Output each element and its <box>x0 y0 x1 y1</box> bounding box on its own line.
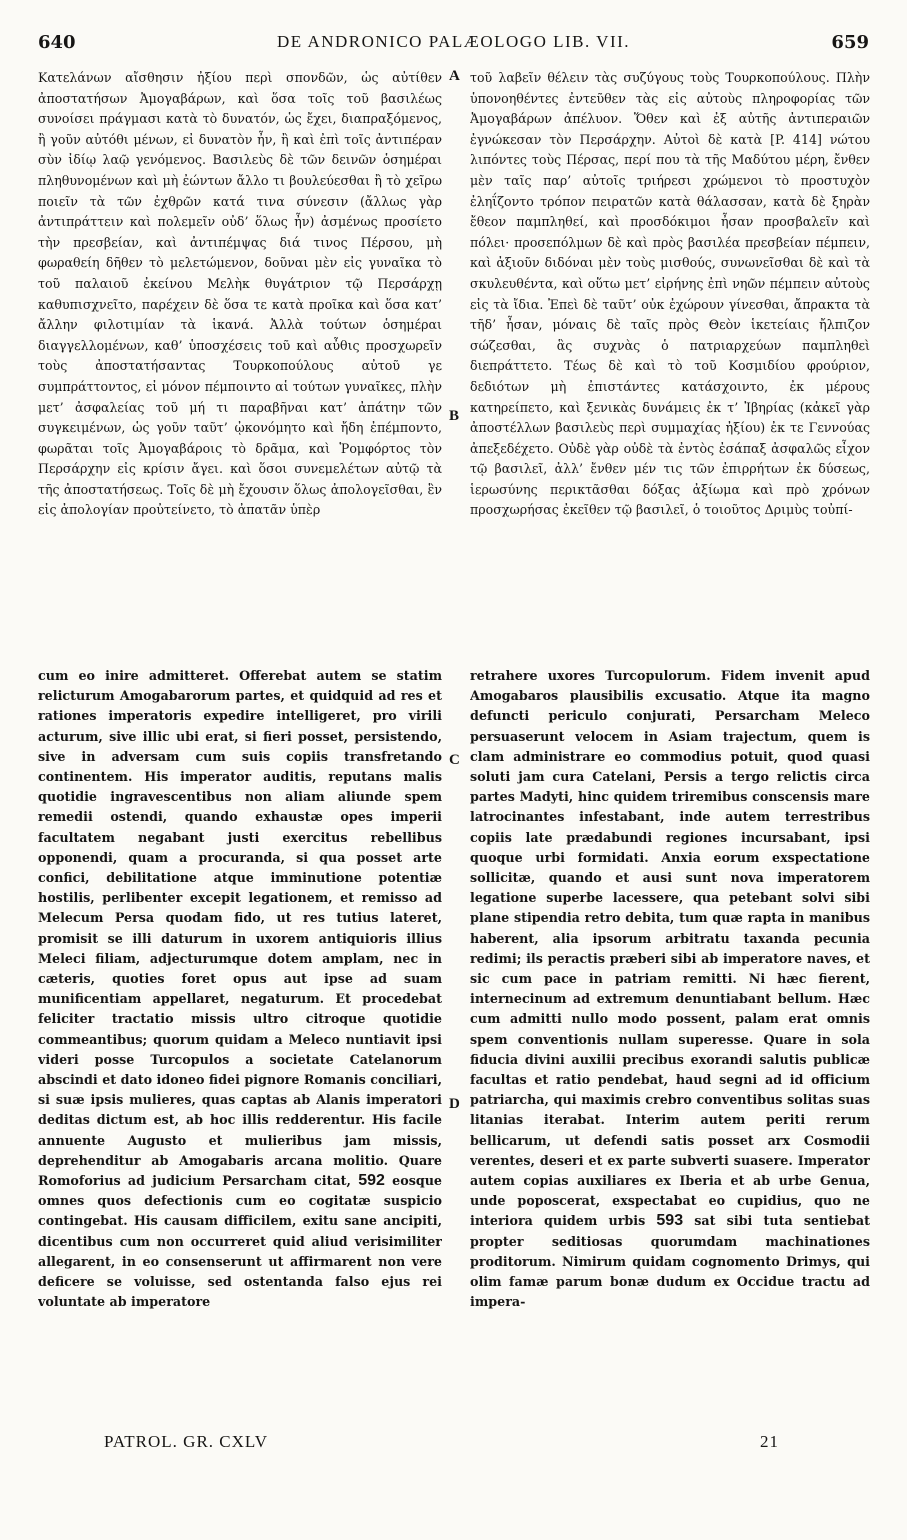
column-number-right: 593 <box>656 1212 684 1230</box>
latin-text-right-part1: retrahere uxores Turcopulorum. Fidem invenit apud Amogabaros plausibilis excusatio. Atque ita magno defuncti periculo conjurati, Persarcham Meleco persuaserunt velocem in Asiam trajectum, quem is clam administrare eo commodius potuit, quod quasi soluti jam cura Catelani, Persis a tergo relictis circa partes Madyti, hinc quidem triremibus conscensis mare latrocinantes infestabant, inde autem terrestribus copiis late prædabundi regiones incursabant, ipsi quoque urbi formidati. Anxia eorum exspectatione sollicitæ, quando et ausi sunt nova imperatorem legatione superbe lacessere, qua petebant solvi sibi plane stipendia retro debita, tum quæ rapta in manibus haberent, alia ipsorum arbitratu taxanda pecunia redimi; ils peractis præberi sibi ab imperatore naves, et sic cum pace in patriam remitti. Ni hæc fierent, internecinum ad extremum denuntiabant bellum. Hæc cum admitti nullo modo possent, palam erat omnis spem conventionis nullam superesse. Quare in sola fiducia divini auxilii precibus exorandi salutis publicæ facultas et ratio pendebat, haud segni ad id officium patriarcha, qui maximis crebro conventibus solitas suas litanias iterabat. Interim autem periti rerum bellicarum, ut defendi satis posset arx Cosmodii verentes, deseri et ex parte subverti suasere. Imperator autem copias auxiliares ex Iberia et ab urbe Genua, unde poposcerat, exspectabat eo cupidius, quo ne interiora quidem urbis <box>470 668 870 1229</box>
running-title: DE ANDRONICO PALÆOLOGO LIB. VII. <box>276 32 631 51</box>
latin-column-right <box>470 666 870 1454</box>
margin-marker-b: B <box>449 408 460 424</box>
column-number-left: 592 <box>358 1172 385 1190</box>
page-header <box>38 32 869 58</box>
margin-marker-a: A <box>449 68 460 84</box>
latin-text-right-part2: sat sibi tuta sentiebat propter seditiosas quorumdam machinationes proditorum. Nimirum quidam cognomento Drimys, qui olim famæ parum bonæ dudum ex Occidue tractu ad impera- <box>470 1213 870 1310</box>
latin-text-left-part1: cum eo inire admitteret. Offerebat autem se statim relicturum Amogabarorum partes, et quidquid ad res et rationes imperatoris expedire intelligeret, pro virili acturum, sive illic ubi erat, si fieri posset, persistendo, sive in adversam cum suis copiis transfretando continentem. His imperator auditis, reputans malis quotidie ingravescentibus non aliam aliunde spem remedii ostendi, quando exhaustæ opes imperii facultatem negabant justi exercitus rebellibus opponendi, quam a procuranda, si qua posset arte confici, debilitatione atque imminutione potentiæ hostilis, perlibenter excepit legationem, et remisso ad Melecum Persa quodam fido, ut res tutius lateret, promisit se illi daturum in uxorem antiquioris illius Meleci filiam, adjecturumque dotem amplam, nec in cæteris, quoties foret opus aut ipse ad suam munificentiam appellaret, negaturum. Et procedebat feliciter tractatio missis ultro citroque quotidie commeantibus; quorum quidam a Meleco nuntiavit ipsi videri posse Turcopulos a societate Catelanorum abscindi et dato idoneo fidei pignore Romanis conciliari, si suæ ipsis mulieres, quas captas ab Alanis imperatori deditas dictum est, ab hoc illis redderentur. His facile annuente Augusto et mulieribus jam missis, deprehenditur ab Amogabaris arcana molitio. Quare Romoforius ad judicium Persarcham citat, <box>38 668 442 1189</box>
greek-text-right: τοῦ λαβεῖν θέλειν τὰς συζύγους τοὺς Τουρκοπούλους. Πλὴν ὑπονοηθέντες ἐντεῦθεν τὰς εἰς αὐτοὺς πληροφορίας τῶν Ἀμογαβάρων ἀπέλυον. Ὅθεν καὶ ἐξ αὐτῆς ἀντιπεραιῶν ἐγνώκεσαν τὸν Περσάρχην. Αὐτοὶ δὲ κατὰ [P. 414] νώτου λιπόντες τοὺς Πέρσας, περί που τὰ τῆς Μαδύτου μέρη, ἔνθεν μὲν ταῖς παρ’ αὐτοῖς τριήρεσι χρώμενοι τὸ προστυχὸν ἐληΐζοντο τρόπον πειρατῶν κατὰ θάλασσαν, κατὰ δὲ ξηρὰν ἔθεον παμπληθεί, καὶ προσδόκιμοι ἦσαν προσβαλεῖν καὶ πόλει· προσεπόλμων δὲ καὶ πρὸς βασιλέα πρεσβείαν πέμπειν, καὶ ἀξιοῦν διδόναι μὲν τοὺς μισθούς, συνωνεῖσθαι δὲ καὶ τὰ σκυλευθέντα, καὶ οὕτω μετ’ εἰρήνης ἐπὶ νηῶν πέμπειν αὐτοὺς εἰς τὰ ἴδια. Ἐπεὶ δὲ ταῦτ’ οὐκ ἐχώρουν γίνεσθαι, ἄπρακτα τὰ τῆδ’ ἦσαν, μόναις δὲ ταῖς πρὸς Θεὸν ἱκετείαις ἤλπιζον σώζεσθαι, ἃς συχνὰς ὁ πατριαρχεύων παμπληθεὶ διεπράττετο. Τέως δὲ καὶ τὸ τοῦ Κοσμιδίου φρούριον, δεδιότων μὴ ἐπιστάντες κατάσχοιντο, ἐκ μέρους κατηρείπετο, καὶ ξενικὰς δυνάμεις ἐκ τ’ Ἰβηρίας (κἀκεῖ γὰρ ἀποστέλλων βασιλεὺς περὶ συμμαχίας ἠξίου) ἐκ τε Γεννούας ἀπεξεδέχετο. Οὐδὲ γὰρ οὐδὲ τὰ ἐντὸς ἐσάπαξ ἀσφαλῶς εἶχον τῷ βασιλεῖ, ἀλλ’ ἔνθεν μέν τις τῶν ἐπιρρήτων ἐκ δύσεως, ἱερωσύνης περικτᾶσθαι δόξας ἀξίωμα καὶ πρὸ χρόνων προσχωρήσας ἐκεῖθεν τῷ βασιλεῖ, ὁ τοιοῦτος Δριμὺς τοὐπί- <box>470 70 870 518</box>
margin-marker-d: D <box>449 1096 460 1112</box>
footer-series-label: PATROL. GR. CXLV <box>104 1432 269 1451</box>
latin-text-left-part2: eosque omnes quos defectionis cum eo cogitatæ suspicio contingebat. His causam difficilem, exitu sane ancipiti, dicentibus cum non occurreret quid aliud verisimiliter allegarent, in eo consenserunt ut affirmarent non vere deficere se voluisse, sed ostentanda falso ejus rei voluntate ab imperatore <box>38 1173 442 1310</box>
greek-text-left: Κατελάνων αἴσθησιν ἠξίου περὶ σπονδῶν, ὡς αὐτίθεν ἀποστατήσων Ἀμογαβάρων, καὶ ὅσα τοῖς τοῦ βασιλέως συνοίσει πράγμασι κατὰ τὸ δυνατόν, ὡς ἔχει, διαπραξόμενος, ἢ γοῦν αὐτόθι μένων, εἰ δυνατὸν ἦν, ἢ καὶ ἐπὶ τοῖς ἀντιπέραν σὺν ἰδίῳ λαῷ γενόμενος. Βασιλεὺς δὲ τῶν δεινῶν ὁσημέραι πληθυνομένων καὶ μὴ ἐώντων ἄλλο τι βουλεύεσθαι ἢ τὸ χεῖρω ποιεῖν τὰ τῶν ἐχθρῶν κατά τινα σύνεσιν (ἄλλως γὰρ ἀντιπράττειν καὶ πολεμεῖν οὐδ’ ὅλως ἦν) ἀσμένως προσίετο τὴν πρεσβείαν, καὶ ἀντιπέμψας διά τινος Πέρσου, μὴ φωραθείη δῆθεν τὸ μελετώμενον, δοῦναι μὲν εἰς γυναῖκα τὸ τοῦ παλαιοῦ ἐκείνου Μελὴκ θυγάτριον τῷ Περσάρχῃ καθυπισχνεῖτο, παρέχειν δὲ ὅσα τε κατὰ προῖκα καὶ ὅσα κατ’ ἄλλην φιλοτιμίαν τὰ ἱκανά. Ἀλλὰ τούτων ὁσημέραι διαγγελλομένων, καθ’ ὑποσχέσεις τοῦ καὶ αὖθις προσχωρεῖν τοὺς ἀποστατήσαντας Τουρκοπούλους αὐτοῦ γε συμπράττοντος, εἰ μόνον πέμποιντο αἱ τούτων γυναῖκες, πλὴν μετ’ ἀσφαλείας τοῦ μή τι παραβῆναι κατ’ ἀπάτην τῶν συγκειμένων, ὡς γοῦν ταῦτ’ ᾠκονόμητο καὶ ἤδη ἐπέμποντο, φωρᾶται τοῖς Ἀμογαβάροις τὸ δρᾶμα, καὶ Ῥομφόρτος τὸν Περσάρχην εἰς κρίσιν ἄγει. καὶ ὅσοι συνεμελέτων αὐτῷ τὰ τῆς ἀποστατήσεως. Τοῖς δὲ μὴ ἔχουσιν ὅλως ἀπολογεῖσθαι, ἓν εἰς ἀπολογίαν προὐτείνετο, τὸ ἀπατᾶν ὑπὲρ <box>38 70 442 518</box>
greek-column-right <box>470 68 870 646</box>
footer-signature-number: 21 <box>760 1432 779 1451</box>
right-page-number: 659 <box>831 32 869 53</box>
margin-marker-c: C <box>449 752 460 768</box>
latin-column-left <box>38 666 442 1454</box>
greek-column-left <box>38 68 442 646</box>
left-page-number: 640 <box>38 32 76 53</box>
latin-text-right <box>470 666 870 1313</box>
latin-text-left <box>38 666 442 1313</box>
